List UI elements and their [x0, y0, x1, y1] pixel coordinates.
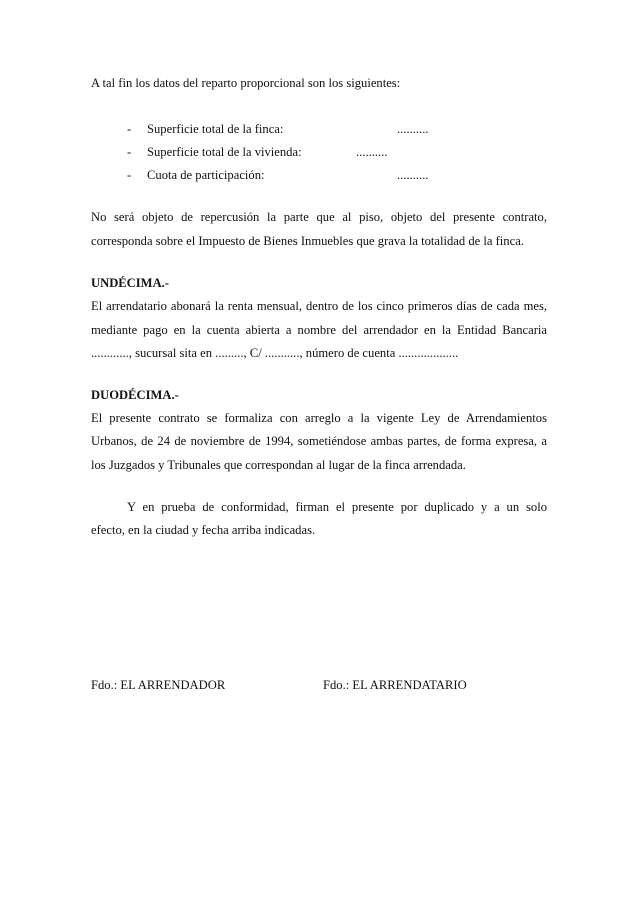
- clause-heading: DUODÉCIMA.-: [91, 388, 179, 402]
- paragraph-line: Y en prueba de conformidad, firman el presente por duplicado y a un solo: [127, 500, 547, 514]
- paragraph-line: los Juzgados y Tribunales que correspondan al lugar de la finca arrendada.: [91, 458, 466, 472]
- paragraph-line: corresponda sobre el Impuesto de Bienes Inmuebles que grava la totalidad de la finca.: [91, 234, 524, 248]
- intro-text: A tal fin los datos del reparto proporcional son los siguientes:: [91, 76, 401, 90]
- list-value: ..........: [356, 145, 388, 159]
- paragraph-line: mediante pago en la cuenta abierta a nombre del arrendador en la Entidad Bancaria: [91, 323, 547, 337]
- list-value: ..........: [397, 122, 429, 136]
- paragraph-line: El arrendatario abonará la renta mensual, dentro de los cinco primeros días de cada mes,: [91, 299, 547, 313]
- list-label: Superficie total de la finca:: [147, 122, 284, 136]
- paragraph-line: ............, sucursal sita en ........., C/ ..........., número de cuenta ...................: [91, 346, 459, 360]
- paragraph-line: No será objeto de repercusión la parte que al piso, objeto del presente contrato,: [91, 210, 547, 224]
- signature-landlord: Fdo.: EL ARRENDADOR: [91, 678, 226, 692]
- list-label: Cuota de participación:: [147, 168, 265, 182]
- list-value: ..........: [397, 168, 429, 182]
- paragraph-line: Urbanos, de 24 de noviembre de 1994, sometiéndose ambas partes, de forma expresa, a: [91, 434, 547, 448]
- paragraph-line: efecto, en la ciudad y fecha arriba indicadas.: [91, 523, 316, 537]
- list-dash: -: [127, 168, 132, 182]
- paragraph-line: El presente contrato se formaliza con arreglo a la vigente Ley de Arrendamientos: [91, 411, 547, 425]
- list-label: Superficie total de la vivienda:: [147, 145, 302, 159]
- signature-tenant: Fdo.: EL ARRENDATARIO: [323, 678, 467, 692]
- list-dash: -: [127, 122, 132, 136]
- list-dash: -: [127, 145, 132, 159]
- clause-heading: UNDÉCIMA.-: [91, 276, 170, 290]
